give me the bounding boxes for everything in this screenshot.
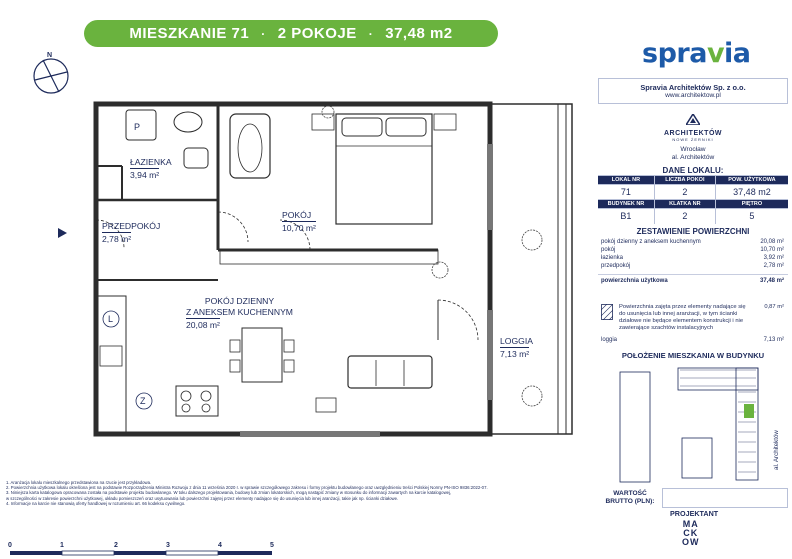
outer-wall	[96, 104, 490, 434]
bed	[336, 114, 432, 224]
room-label-loggia: LOGGIA 7,13 m²	[500, 336, 533, 359]
sofa	[348, 356, 432, 388]
symbol-l: L	[108, 314, 114, 324]
hatch-icon	[601, 304, 613, 320]
total-row: powierzchnia użytkowa 37,48 m²	[598, 274, 788, 284]
price-value	[662, 488, 788, 508]
svg-text:3: 3	[166, 542, 170, 549]
apartment-title: MIESZKANIE 71	[129, 25, 250, 42]
list-item: przedpokój 2,78 m²	[601, 262, 784, 269]
zestawienie-title: ZESTAWIENIE POWIERZCHNI	[636, 226, 750, 236]
spravia-logo: spravia	[642, 38, 751, 69]
loggia-outline	[490, 104, 572, 434]
svg-text:1: 1	[60, 542, 64, 549]
zestawienie-list	[598, 238, 788, 284]
dane-table	[598, 175, 788, 224]
building-location-map	[598, 362, 788, 488]
list-item: pokój 10,70 m²	[601, 246, 784, 253]
svg-text:0: 0	[8, 542, 12, 549]
projektant-label: PROJEKTANT	[670, 509, 719, 518]
price-box	[598, 488, 788, 508]
architect-box	[598, 78, 788, 104]
info-panel	[598, 78, 788, 488]
dane-header-row: BUDYNEK NR KLATKA NR PIĘTRO	[598, 200, 788, 209]
architektow-logo: ARCHITEKTÓW NOWE ŻERNIKI	[598, 112, 788, 142]
svg-text:2: 2	[114, 542, 118, 549]
dane-header-row: LOKAL NR LICZBA POKOI POW. UŻYTKOWA	[598, 176, 788, 185]
room-label-bathroom: ŁAZIENKA 3,94 m²	[130, 157, 172, 180]
list-item: pokój dzienny z aneksem kuchennym 20,08 m²	[601, 238, 784, 245]
price-label: WARTOŚĆ BRUTTO (PLN):	[605, 490, 655, 505]
toilet	[184, 148, 208, 168]
location-street: al. Architektów	[773, 429, 780, 470]
footnotes: 1. Aranżacja lokalu mieszkalnego przedstawiona na rzucie jest przykładowa. 2. Powierzchnia użytkowa lokalu określona jest na podstawie Rozporządzenia Ministra Rozwoju z dnia 11 września 2020 r. w sprawie szczegółowego zakresu i formy projektu budowlanego oraz uwzględnieniu treści Polskiej Normy PN-ISO 9836:2022-07. 3. Niniejsza karta katalogowa opracowana została na podstawie projektu budowlanego. W toku dalszego projektowania, budowy lub zmian lokatorskich, mogą nastąpić zmiany w stosunku do informacji zawartych na karcie katalogowej, w szczególności w zakresie powierzchni użytkowej, układu pomieszczeń oraz usytuowania lub powierzchni zajętej przez elementy nadające się do usunięcia lub innej aranżacji, takie jak np. ścianki działowe. 4. Informacje na karcie nie stanowią oferty handlowej w rozumieniu art. 66 kodeksu cywilnego.	[6, 480, 488, 506]
dane-value-row: B1 2 5	[598, 209, 788, 224]
room-label-living: POKÓJ DZIENNY Z ANEKSEM KUCHENNYM 20,08 m²	[186, 296, 293, 330]
shower-tray	[126, 110, 156, 140]
dane-title: DANE LOKALU:	[662, 166, 724, 175]
symbol-p: P	[134, 122, 141, 132]
dane-value-row: 71 2 37,48 m2	[598, 185, 788, 200]
svg-text:5: 5	[270, 542, 274, 549]
banner-separator: ·	[261, 26, 266, 41]
architect-name: Spravia Architektów Sp. z o.o.	[640, 83, 746, 92]
kitchen-sink	[100, 346, 122, 366]
architect-url: www.architektow.pl	[665, 92, 721, 99]
room-label-hall: PRZEDPOKÓJ 2,78 m²	[102, 221, 161, 244]
dining-table	[242, 328, 282, 382]
room-label-bedroom: POKÓJ 10,70 m²	[282, 210, 316, 233]
apartment-banner	[84, 20, 498, 47]
cooktop	[176, 386, 218, 416]
triangle-logo-icon	[686, 114, 700, 125]
loggia-row: loggia 7,13 m²	[601, 336, 784, 343]
apartment-rooms: 2 POKOJE	[277, 25, 357, 42]
list-item: łazienka 3,92 m²	[601, 254, 784, 261]
mackow-logo: MA CK OW	[682, 519, 700, 547]
apartment-highlight	[744, 404, 754, 418]
banner-separator: ·	[368, 26, 374, 41]
architect-address: Wrocław al. Architektów	[671, 146, 715, 161]
location-title: POŁOŻENIE MIESZKANIA W BUDYNKU	[621, 350, 765, 360]
bathtub	[230, 114, 270, 178]
sink	[174, 112, 202, 132]
compass-label: N	[47, 52, 53, 59]
entrance-arrow-icon	[58, 228, 67, 238]
removable-elements-note: Powierzchnia zajęta przez elementy nadające się do usunięcia lub innej aranżacji, w tym ścianki działowe nie będące elementem konstrukcji i nie zawierające szachtów instalacyjnych 0,87 m²	[598, 304, 788, 332]
symbol-z: Z	[140, 396, 146, 406]
scale-bar	[8, 540, 278, 558]
wardrobe	[220, 250, 438, 264]
apartment-area: 37,48 m2	[385, 25, 453, 42]
north-compass-icon	[28, 50, 74, 96]
svg-text:4: 4	[218, 542, 222, 549]
